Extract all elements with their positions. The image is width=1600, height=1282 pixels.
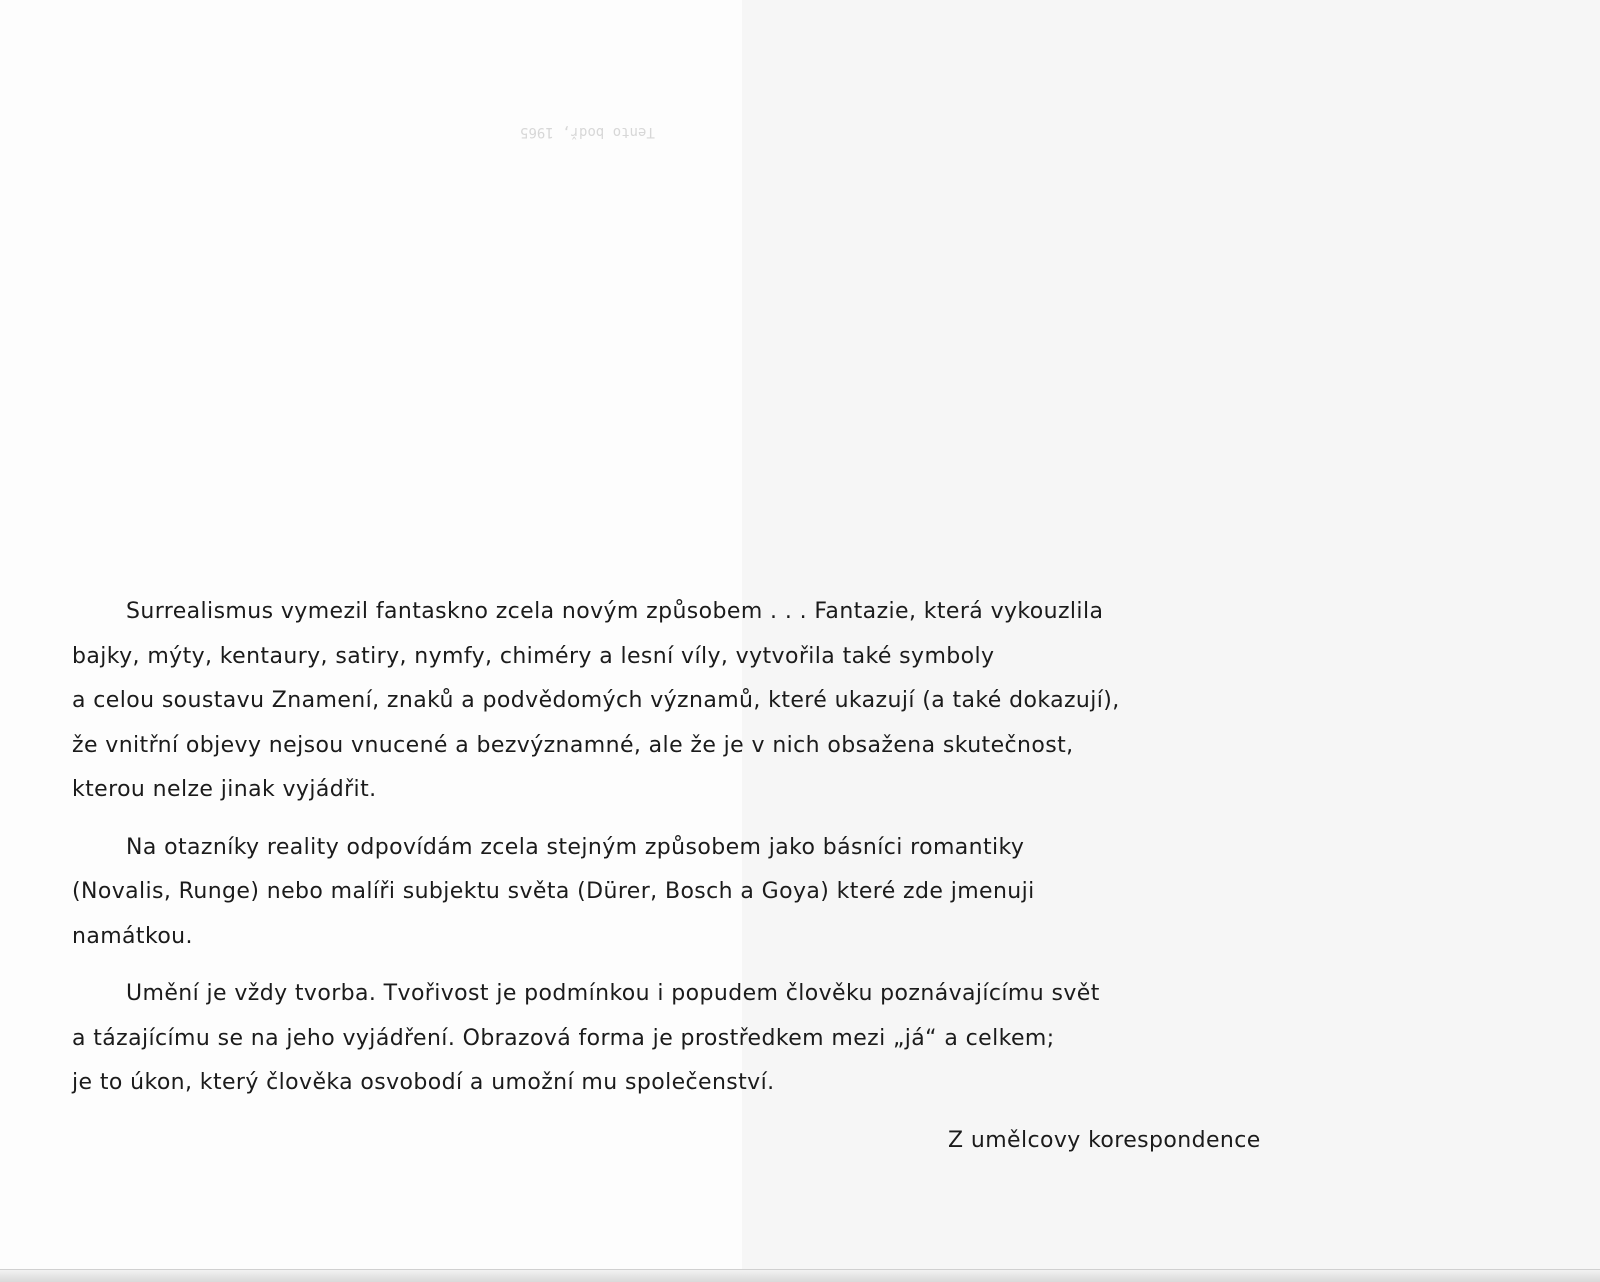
text-line: a celou soustavu Znamení, znaků a podvědomých významů, které ukazují (a také dokazují), (72, 688, 1120, 713)
paragraph-1 (72, 590, 1322, 813)
text-line: Umění je vždy tvorba. Tvořivost je podmínkou i popudem člověku poznávajícímu svět (126, 981, 1100, 1006)
text-line: (Novalis, Runge) nebo malíři subjektu světa (Dürer, Bosch a Goya) které zde jmenuji (72, 879, 1035, 904)
text-line: namátkou. (72, 923, 193, 949)
paragraph-3 (72, 972, 1322, 1106)
text-line: Na otazníky reality odpovídám zcela stejným způsobem jako básníci romantiky (126, 834, 1025, 860)
paragraph-2 (72, 826, 1322, 960)
text-line: bajky, mýty, kentaury, satiry, nymfy, chiméry a lesní víly, vytvořila také symboly (72, 643, 995, 669)
body-text (72, 590, 1322, 1106)
page-bottom-edge (0, 1269, 1600, 1282)
text-line: že vnitřní objevy nejsou vnucené a bezvýznamné, ale že je v nich obsažena skutečnost, (72, 732, 1074, 758)
text-line: je to úkon, který člověka osvobodí a umožní mu společenství. (72, 1070, 775, 1095)
text-line: a tázajícímu se na jeho vyjádření. Obrazová forma je prostředkem mezi „já“ a celkem; (72, 1025, 1055, 1051)
text-line: kterou nelze jinak vyjádřit. (72, 777, 377, 802)
text-line: Surrealismus vymezil fantaskno zcela novým způsobem . . . Fantazie, která vykouzlila (126, 599, 1104, 624)
bleed-through-caption: Tento bodř, 1965 (520, 124, 655, 140)
attribution: Z umělcovy korespondence (948, 1128, 1261, 1153)
